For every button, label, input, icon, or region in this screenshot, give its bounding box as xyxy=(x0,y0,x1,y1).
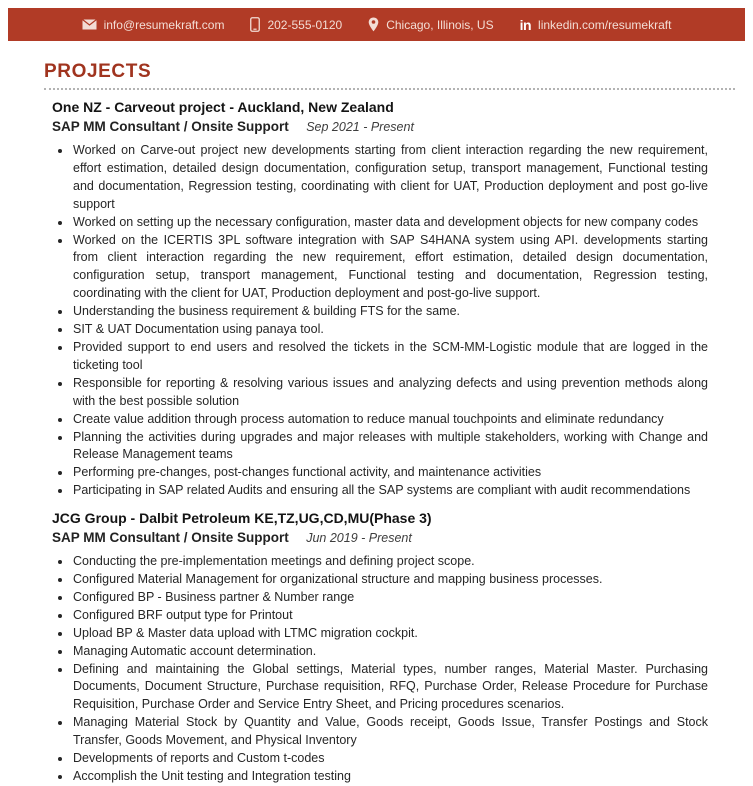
resume-page xyxy=(0,8,753,786)
project-role: SAP MM Consultant / Onsite Support xyxy=(52,119,289,134)
bullet-item: • Conducting the pre-implementation meetings and defining project scope. xyxy=(72,553,708,571)
project-bullets xyxy=(52,142,708,500)
projects-list xyxy=(52,99,708,786)
contact-phone-text: 202-555-0120 xyxy=(267,17,343,32)
project-title: JCG Group - Dalbit Petroleum KE,TZ,UG,CD,MU(Phase 3) xyxy=(52,510,432,527)
project-bullets xyxy=(52,553,708,786)
location-pin-icon xyxy=(368,17,379,32)
contact-location xyxy=(368,17,493,32)
project-title: One NZ - Carveout project - Auckland, New Zealand xyxy=(52,99,394,115)
bullet-item: • SIT & UAT Documentation using panaya tool. xyxy=(72,321,708,339)
section-divider xyxy=(44,88,735,90)
contact-location-text: Chicago, Illinois, US xyxy=(386,17,494,32)
bullet-item: • Worked on Carve-out project new developments starting from client interaction regarding the new requirement, effort estimation, detailed design documentation, configuration setup, transport management, Functional testing and documentation, Regression testing, coordinating with client for UAT, Production deployment and post go-live support xyxy=(72,142,708,214)
project-dates: Sep 2021 - Present xyxy=(306,120,414,134)
project-role-line xyxy=(52,529,708,547)
project-dates: Jun 2019 - Present xyxy=(306,531,412,546)
bullet-item: • Planning the activities during upgrades and major releases with multiple stakeholders, working with Change and Release Management teams xyxy=(72,429,708,465)
projects-section xyxy=(44,61,735,786)
bullet-item: • Worked on the ICERTIS 3PL software integration with SAP S4HANA system using API. developments starting from client interaction regarding the new requirement, effort estimation, detailed design documentation, configuration setup, transport management, Functional testing and documentation, Regression testing, coordinating with the client for UAT, Production deployment and post-go-live support. xyxy=(72,232,708,304)
bullet-item: • Worked on setting up the necessary configuration, master data and development objects for new company codes xyxy=(72,214,708,232)
contact-email[interactable] xyxy=(82,18,225,32)
bullet-item: • Upload BP & Master data upload with LTMC migration cockpit. xyxy=(72,625,708,643)
resume-body xyxy=(0,61,753,786)
section-title: PROJECTS xyxy=(44,61,152,82)
bullet-item: • Participating in SAP related Audits and ensuring all the SAP systems are compliant with audit recommendations xyxy=(72,482,708,500)
project-role-line xyxy=(52,118,708,136)
bullet-item: • Performing pre-changes, post-changes functional activity, and maintenance activities xyxy=(72,464,708,482)
project-entry xyxy=(52,510,708,786)
bullet-item: • Managing Automatic account determination. xyxy=(72,643,708,661)
contact-phone[interactable] xyxy=(250,17,342,32)
bullet-item: • Responsible for reporting & resolving various issues and analyzing defects and using prevention methods along with the best possible solution xyxy=(72,375,708,411)
bullet-item: • Developments of reports and Custom t-codes xyxy=(72,750,708,768)
phone-icon xyxy=(250,17,260,32)
bullet-item: • Configured BRF output type for Printout xyxy=(72,607,708,625)
project-role: SAP MM Consultant / Onsite Support xyxy=(52,530,289,546)
contact-bar xyxy=(8,8,745,41)
bullet-item: • Provided support to end users and resolved the tickets in the SCM-MM-Logistic module that are logged in the ticketing tool xyxy=(72,339,708,375)
project-entry xyxy=(52,99,708,500)
linkedin-icon: in xyxy=(519,16,532,33)
email-icon xyxy=(82,19,97,30)
contact-linkedin[interactable] xyxy=(520,18,672,32)
contact-linkedin-text: linkedin.com/resumekraft xyxy=(538,17,672,32)
bullet-item: • Accomplish the Unit testing and Integration testing xyxy=(72,768,708,786)
bullet-item: • Create value addition through process automation to reduce manual touchpoints and eliminate redundancy xyxy=(72,411,708,429)
bullet-item: • Managing Material Stock by Quantity and Value, Goods receipt, Goods Issue, Transfer Postings and Stock Transfer, Goods Movement, and Physical Inventory xyxy=(72,714,708,750)
contact-email-text: info@resumekraft.com xyxy=(103,17,225,32)
bullet-item: • Configured Material Management for organizational structure and mapping business processes. xyxy=(72,571,708,589)
bullet-item: • Defining and maintaining the Global settings, Material types, number ranges, Material Master. Purchasing Documents, Document Structure, Purchase requisition, RFQ, Purchase Order, Release Procedure for Purchase Requisition, Purchase Order and Service Entry Sheet, and Pricing procedures scenarios. xyxy=(72,661,708,715)
bullet-item: • Configured BP - Business partner & Number range xyxy=(72,589,708,607)
bullet-item: • Understanding the business requirement & building FTS for the same. xyxy=(72,303,708,321)
